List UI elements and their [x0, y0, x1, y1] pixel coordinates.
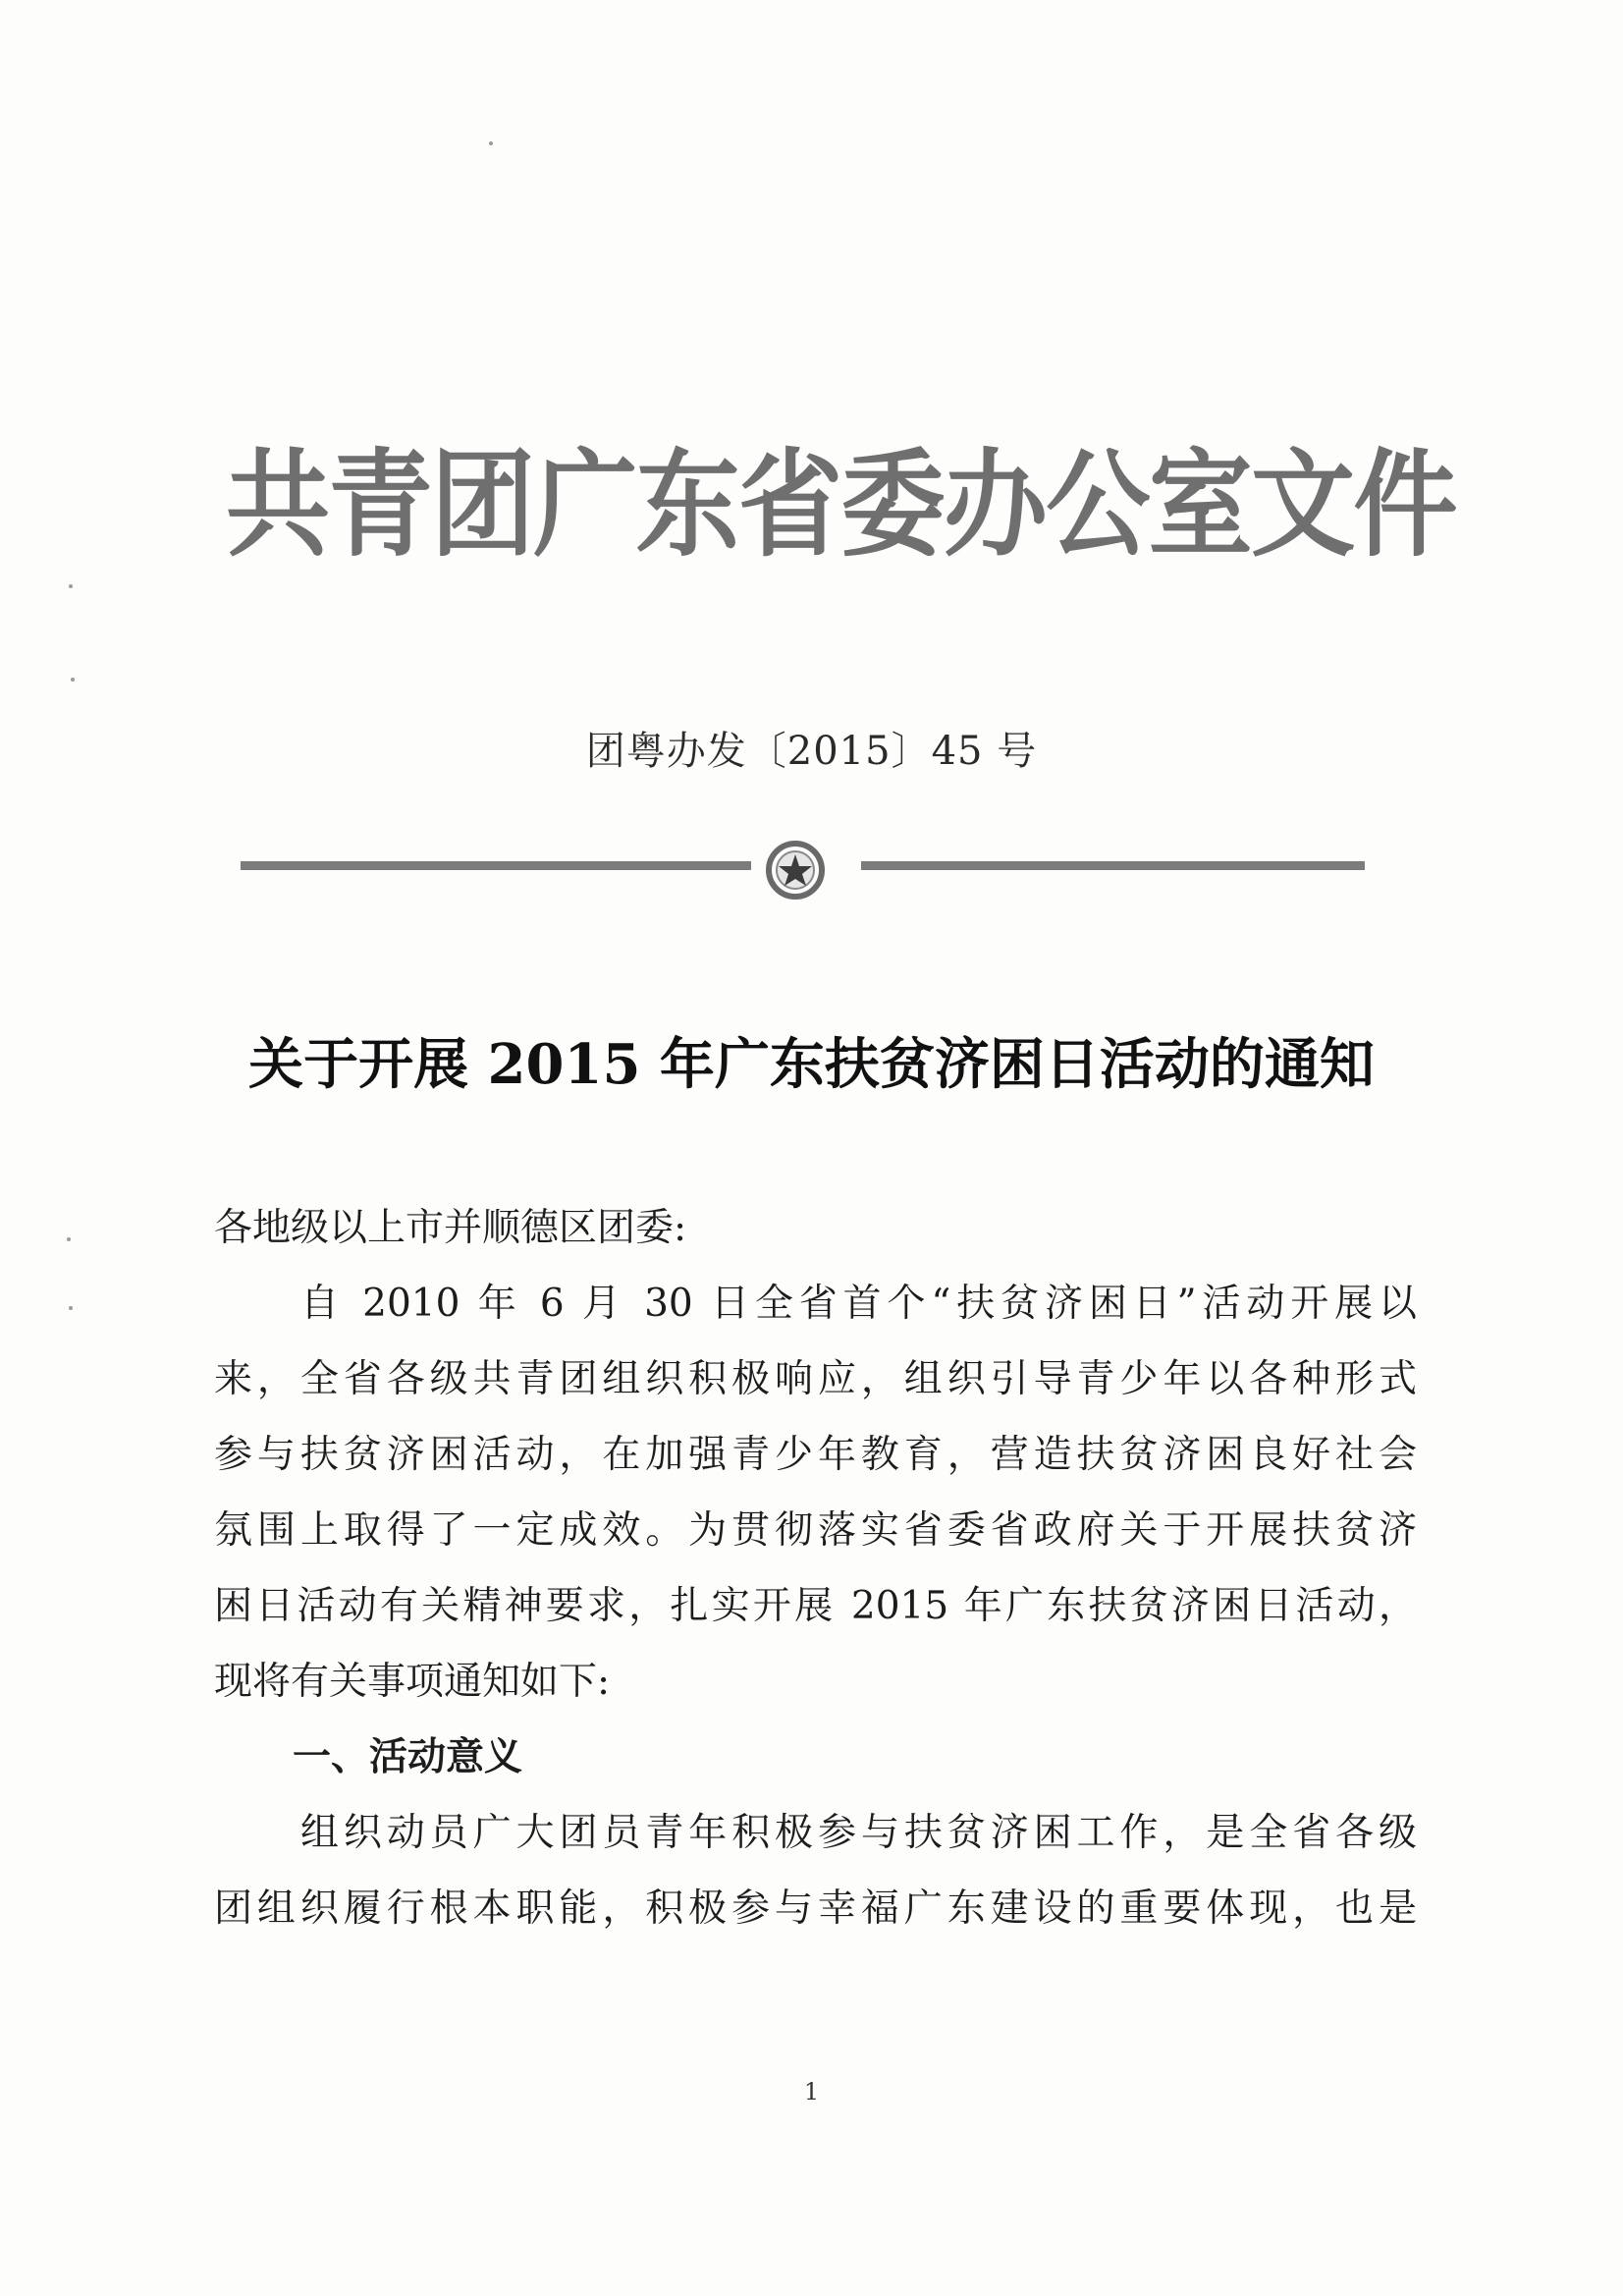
paragraph-line: 自 2010 年 6 月 30 日全省首个“扶贫济困日”活动开展以 — [300, 1282, 1417, 1326]
notice-body — [214, 1190, 1417, 1946]
header-separator — [241, 840, 1365, 908]
paragraph-line: 组织动员广大团员青年积极参与扶贫济困工作，是全省各级 — [300, 1811, 1417, 1855]
paragraph-line: 参与扶贫济困活动，在加强青少年教育，营造扶贫济困良好社会 — [214, 1433, 1417, 1477]
paragraph-line: 氛围上取得了一定成效。为贯彻落实省委省政府关于开展扶贫济 — [214, 1508, 1417, 1553]
scan-speck — [71, 678, 75, 682]
document-number: 团粤办发〔2015〕45 号 — [585, 729, 1038, 774]
paragraph-line: 团组织履行根本职能，积极参与幸福广东建设的重要体现，也是 — [214, 1886, 1417, 1931]
separator-right-rule — [861, 861, 1365, 870]
paragraph-line: 来，全省各级共青团组织积极响应，组织引导青少年以各种形式 — [214, 1357, 1417, 1401]
notice-title: 关于开展 2015 年广东扶贫济困日活动的通知 — [248, 1032, 1375, 1097]
scan-speck — [67, 1237, 71, 1241]
page-number: 1 — [803, 2078, 820, 2105]
paragraph-line: 现将有关事项通知如下: — [214, 1660, 611, 1704]
issuing-office-header: 共青团广东省委办公室文件 — [226, 437, 1456, 573]
star-emblem-icon — [765, 840, 826, 901]
scan-speck — [69, 584, 73, 588]
section-heading: 一、活动意义 — [293, 1735, 523, 1779]
salutation: 各地级以上市并顺德区团委: — [214, 1206, 687, 1250]
separator-left-rule — [241, 861, 751, 870]
scan-speck — [69, 1306, 73, 1310]
paragraph-line: 困日活动有关精神要求，扎实开展 2015 年广东扶贫济困日活动， — [214, 1584, 1417, 1628]
scan-speck — [489, 141, 493, 145]
